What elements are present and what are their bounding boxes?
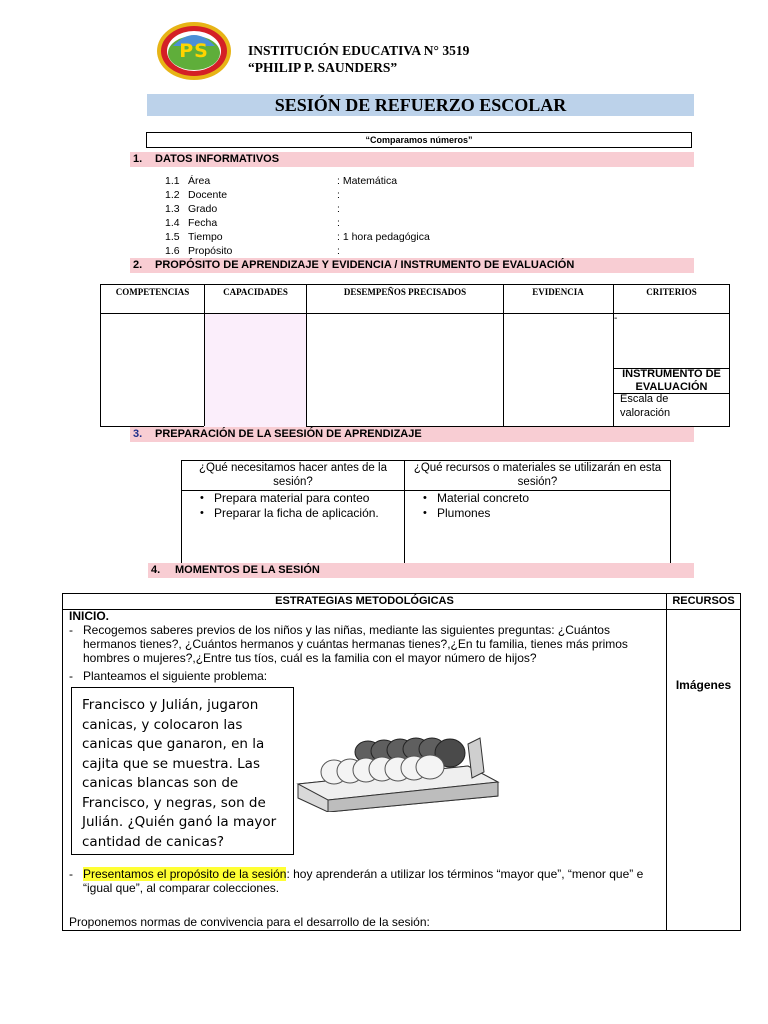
problem-text: Francisco y Julián, jugaron canicas, y colocaron las canicas que ganaron, en la cajita que se muestra. Las canicas blancas son de Francisco, y negras, son de Julián. ¿Quién ganó la mayor cantidad de canicas? [82,697,277,850]
info-num: 1.6 [165,245,180,257]
divider [204,285,205,426]
info-label: Docente [188,189,228,201]
info-label: Propósito [188,245,233,257]
dash: - [69,623,73,637]
institution-name: INSTITUCIÓN EDUCATIVA N° 3519 [248,43,470,58]
purpose-highlight: Presentamos el propósito de la sesión [83,867,287,881]
info-label: Área [188,175,211,187]
info-row [0,202,768,216]
section-momentos [148,563,694,578]
page-title: SESIÓN DE REFUERZO ESCOLAR [274,95,567,115]
info-row [0,174,768,188]
section-title: MOMENTOS DE LA SESIÓN [175,564,320,576]
purpose-text: : hoy aprenderán a utilizar los términos “mayor que”, “menor que” e “igual que”, al comparar colecciones. [83,867,644,895]
info-row [0,230,768,244]
normas-text: Proponemos normas de convivencia para el desarrollo de la sesión: [69,915,430,929]
preparation-list [182,491,382,520]
info-row [0,188,768,202]
table-header: CRITERIOS [646,287,697,297]
divider [503,285,504,426]
info-num: 1.4 [165,217,180,229]
divider [306,285,307,426]
info-num: 1.2 [165,189,180,201]
criterios-dash: - [614,313,618,324]
table-header: ¿Qué recursos o materiales se utilizarán en esta sesión? [413,462,662,488]
divider [666,594,667,930]
divider [101,313,729,314]
info-num: 1.3 [165,203,180,215]
marble-box-illustration [292,732,502,812]
inicio-label: INICIO. [69,609,110,623]
info-row [0,216,768,230]
info-value: : [337,245,340,257]
session-subtitle: “Comparamos números” [146,132,692,148]
section-title: PREPARACIÓN DE LA SEESIÓN DE APRENDIZAJE [155,428,422,440]
dash: - [69,669,73,683]
section-number: 3. [133,428,143,440]
info-label: Grado [188,203,218,215]
table-header: ESTRATEGIAS METODOLÓGICAS [275,595,454,607]
info-value: : 1 hora pedagógica [337,231,430,243]
section-datos-informativos [130,152,694,167]
recursos-value: Imágenes [675,678,732,692]
instrumento-value: Escala de valoración [620,393,671,419]
instrumento-label: INSTRUMENTO DE EVALUACIÓN [622,368,721,393]
info-num: 1.5 [165,231,180,243]
list-item: • Prepara material para conteo [182,491,382,506]
table-header: DESEMPEÑOS PRECISADOS [343,287,467,297]
divider [613,285,614,426]
item-text: Planteamos el siguiente problema: [83,669,268,683]
section-title: PROPÓSITO DE APRENDIZAJE Y EVIDENCIA / INSTRUMENTO DE EVALUACIÓN [155,259,575,271]
info-num: 1.1 [165,175,180,187]
section-number: 1. [133,153,143,165]
title-banner [147,94,694,116]
capacidades-cell-fill [204,313,306,427]
info-label: Fecha [188,217,218,229]
dash: - [69,867,73,881]
institution-subname: “PHILIP P. SAUNDERS” [248,60,398,75]
list-item: • Plumones [405,506,665,521]
divider [63,609,740,610]
materials-list [405,491,665,520]
table-header: CAPACIDADES [223,287,288,297]
list-item: • Material concreto [405,491,665,506]
item-text: Recogemos saberes previos de los niños y las niñas, mediante las siguientes preguntas: ¿Cuántos hermanos tienes?, ¿Cuántos hermanos y cuántas hermanas tienes?,¿En tu familia, tienes más primos hombres o mujeres?,¿Entre tus tíos, cuál es la familia con el mayor número de hijos? [83,623,628,665]
table-header: EVIDENCIA [532,287,584,297]
table-header: ¿Qué necesitamos hacer antes de la sesión? [199,462,387,488]
info-value: : [337,203,340,215]
list-item: • Preparar la ficha de aplicación. [182,506,382,521]
section-proposito [130,258,694,273]
info-value: : [337,217,340,229]
info-row [0,244,768,258]
preparacion-table [181,460,671,564]
school-logo [155,20,233,82]
section-title: DATOS INFORMATIVOS [155,153,280,165]
competencias-table [100,284,730,427]
logo-initials: PS [179,40,209,62]
section-preparacion [130,427,694,442]
section-number: 2. [133,259,143,271]
info-value: : Matemática [337,175,398,187]
table-header: COMPETENCIAS [115,287,190,297]
info-value: : [337,189,340,201]
info-label: Tiempo [188,231,223,243]
section-number: 4. [151,564,161,576]
table-header: RECURSOS [672,595,735,607]
problem-text-box [71,687,294,855]
